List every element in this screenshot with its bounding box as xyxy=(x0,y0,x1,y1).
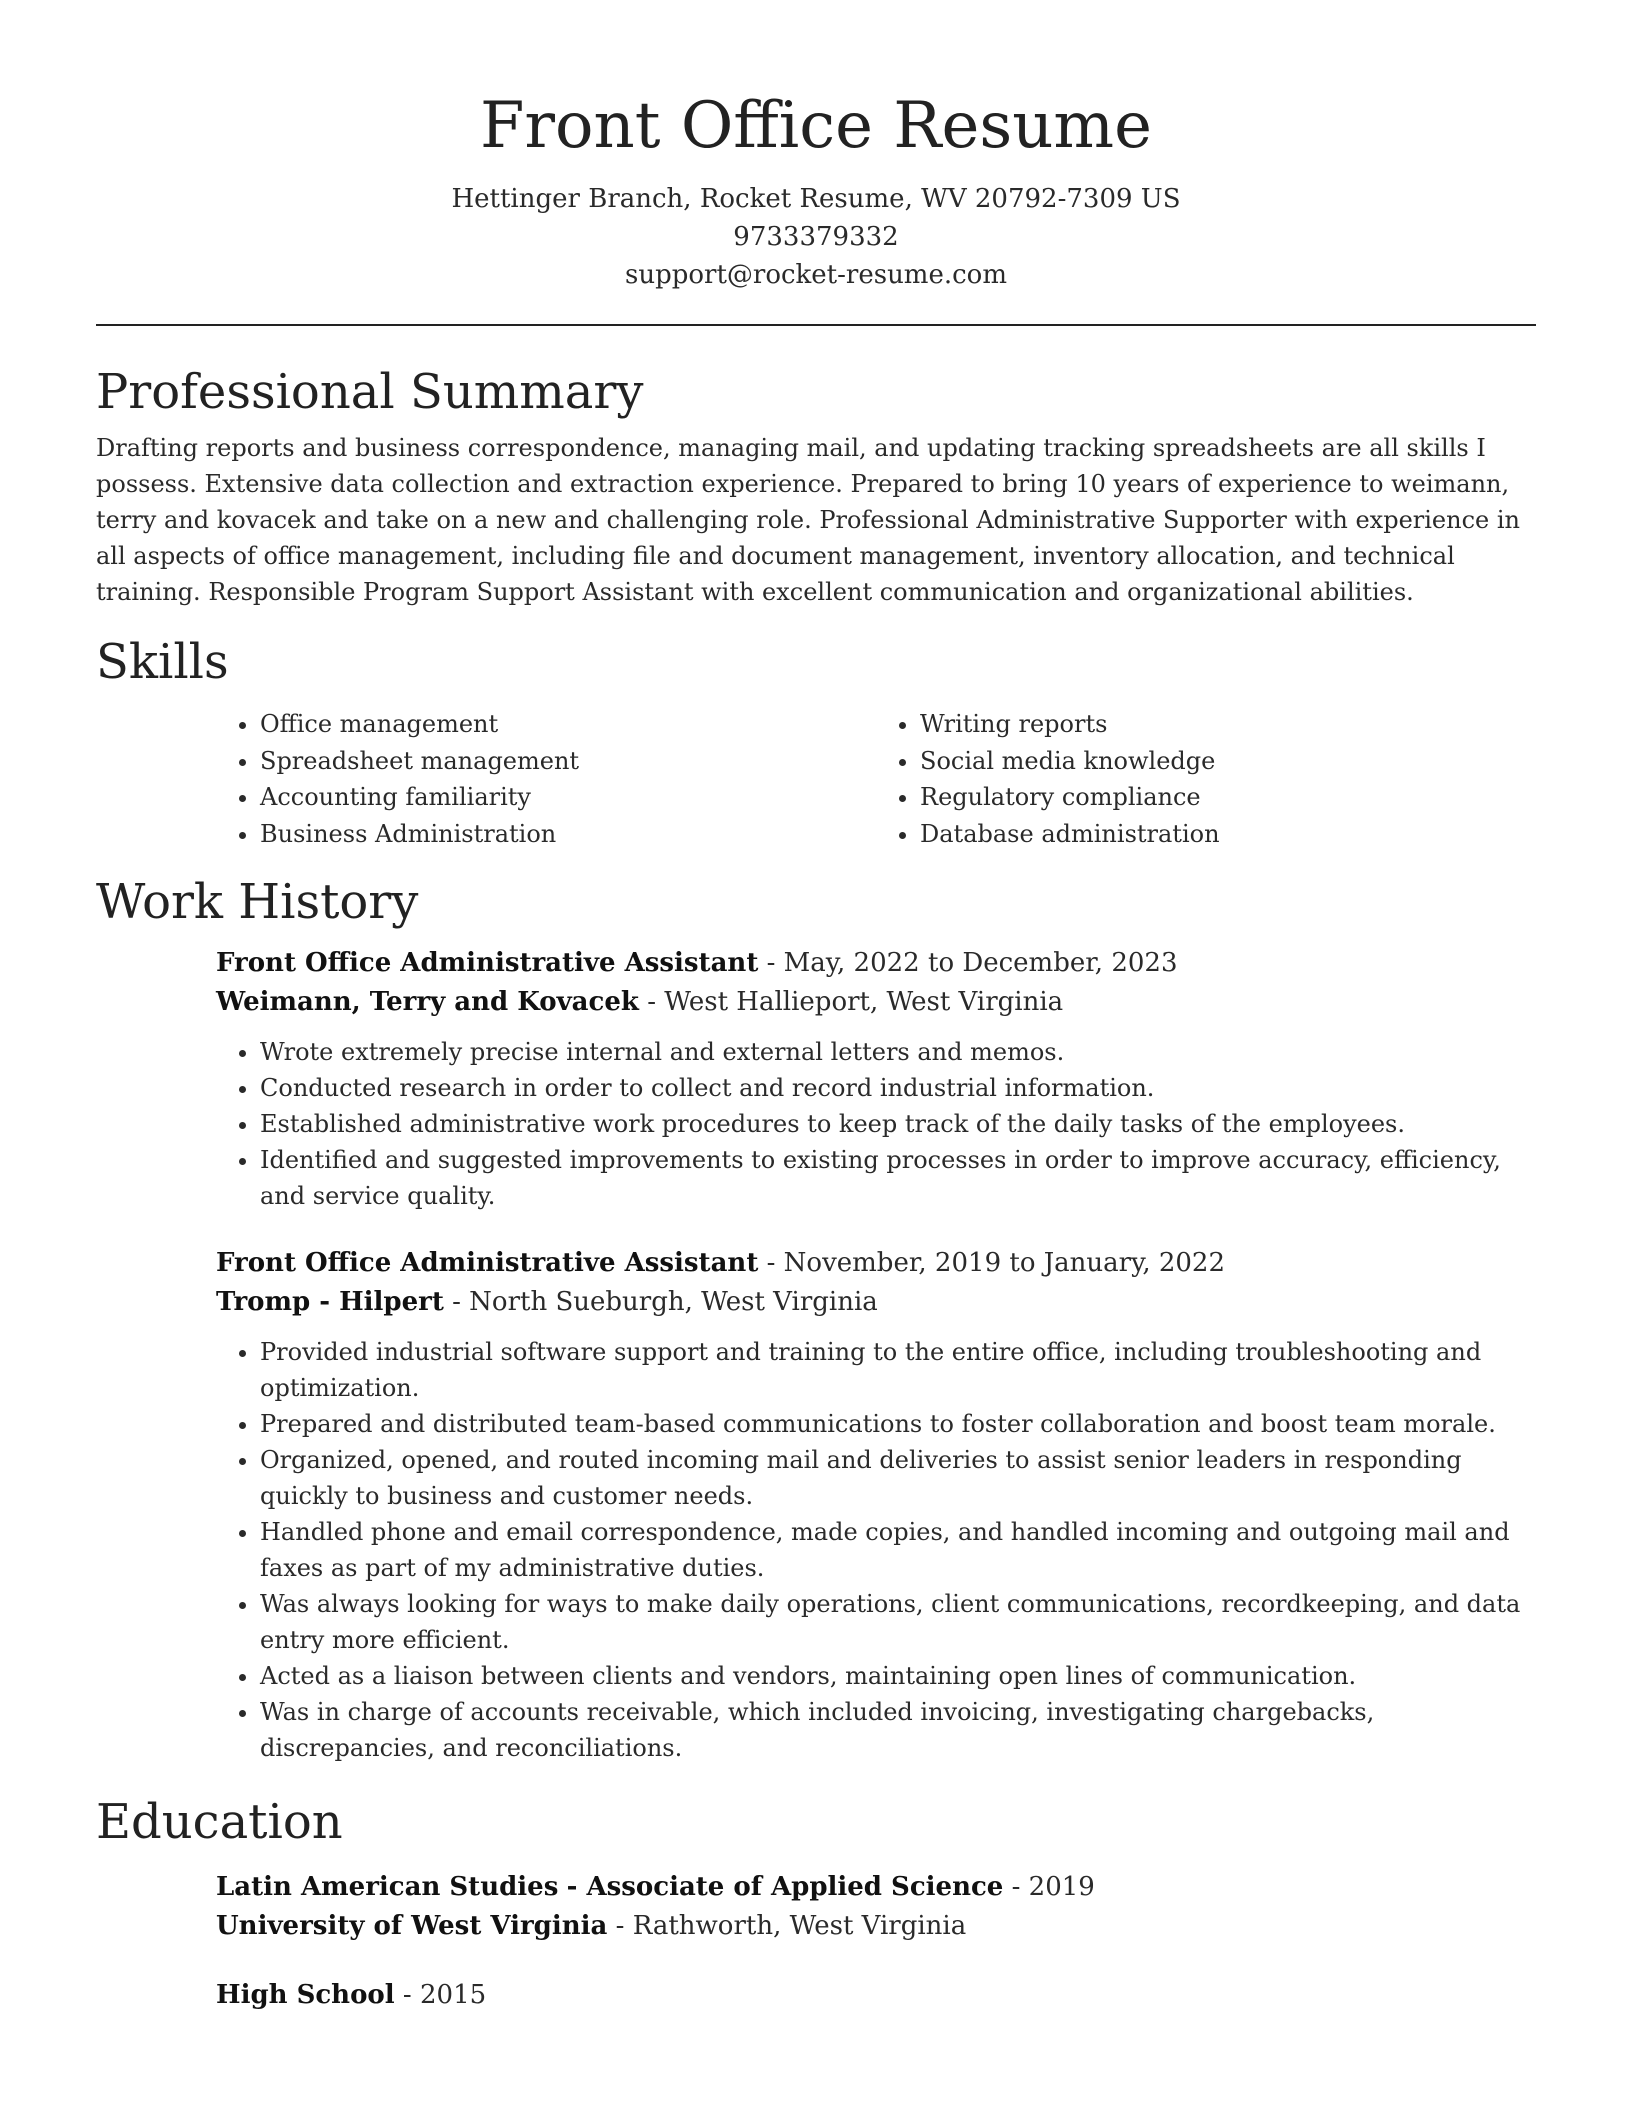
list-item: • Provided industrial software support and training to the entire office, including troubleshooting and optimization. xyxy=(260,1334,1536,1406)
education-school: University of West Virginia xyxy=(216,1911,608,1941)
contact-block xyxy=(96,180,1536,294)
list-item: • Organized, opened, and routed incoming mail and deliveries to assist senior leaders in responding quickly to business and customer needs. xyxy=(260,1442,1536,1514)
education-field: Latin American Studies xyxy=(216,1872,559,1902)
job-dates: November, 2019 to January, 2022 xyxy=(783,1248,1226,1278)
separator: - xyxy=(402,1980,420,2010)
skill-item: • Office management xyxy=(260,706,876,743)
skill-item: • Accounting familiarity xyxy=(260,779,876,816)
education-degree-line xyxy=(216,1868,1536,1907)
separator: - xyxy=(452,1287,470,1317)
summary-heading: Professional Summary xyxy=(96,364,644,420)
education-degree: Associate of Applied Science xyxy=(586,1872,1004,1902)
job-position: Front Office Administrative Assistant xyxy=(216,948,759,978)
education-year: 2019 xyxy=(1028,1872,1095,1902)
address: Hettinger Branch, Rocket Resume, WV 20792-7309 US xyxy=(451,184,1181,214)
skill-item: • Database administration xyxy=(920,816,1536,853)
job-location: West Hallieport, West Virginia xyxy=(664,987,1064,1017)
header-divider xyxy=(96,324,1536,326)
job-entry xyxy=(216,1244,1536,1766)
skill-item: • Business Administration xyxy=(260,816,876,853)
job-location: North Sueburgh, West Virginia xyxy=(469,1287,878,1317)
education-location: Rathworth, West Virginia xyxy=(632,1911,967,1941)
separator: - xyxy=(766,948,784,978)
education-degree-line xyxy=(216,1976,1536,2015)
job-title-line xyxy=(216,944,1536,983)
work-heading: Work History xyxy=(96,874,419,930)
job-employer: Weimann, Terry and Kovacek xyxy=(216,987,639,1017)
list-item: • Was always looking for ways to make daily operations, client communications, recordkeeping, and data entry more efficient. xyxy=(260,1586,1536,1658)
education-entry xyxy=(216,1976,1536,2015)
list-item: • Handled phone and email correspondence, made copies, and handled incoming and outgoing mail and faxes as part of my administrative duties. xyxy=(260,1514,1536,1586)
work-section xyxy=(96,872,1536,1766)
education-school-line xyxy=(216,1907,1536,1946)
education-entry xyxy=(216,1868,1536,1946)
resume-title: Front Office Resume xyxy=(480,89,1152,163)
separator: - xyxy=(615,1911,633,1941)
phone: 9733379332 xyxy=(733,222,899,252)
list-item: • Was in charge of accounts receivable, which included invoicing, investigating chargebacks, discrepancies, and reconciliations. xyxy=(260,1694,1536,1766)
skills-column-right xyxy=(876,706,1536,852)
job-dates: May, 2022 to December, 2023 xyxy=(783,948,1178,978)
job-employer-line xyxy=(216,1283,1536,1322)
list-item: • Identified and suggested improvements to existing processes in order to improve accuracy, efficiency, and service quality. xyxy=(260,1142,1536,1214)
job-position: Front Office Administrative Assistant xyxy=(216,1248,759,1278)
summary-section xyxy=(96,362,1536,610)
job-bullets xyxy=(216,1034,1536,1214)
resume-page xyxy=(96,0,1536,2015)
separator: - xyxy=(566,1872,587,1902)
job-title-line xyxy=(216,1244,1536,1283)
list-item: • Established administrative work procedures to keep track of the daily tasks of the employees. xyxy=(260,1106,1536,1142)
skills-grid xyxy=(216,706,1536,852)
job-employer: Tromp - Hilpert xyxy=(216,1287,444,1317)
separator: - xyxy=(647,987,665,1017)
education-heading: Education xyxy=(96,1794,343,1850)
email: support@rocket-resume.com xyxy=(624,260,1007,290)
skills-heading: Skills xyxy=(96,634,229,690)
skills-section xyxy=(96,632,1536,852)
job-employer-line xyxy=(216,983,1536,1022)
list-item: • Acted as a liaison between clients and vendors, maintaining open lines of communication. xyxy=(260,1658,1536,1694)
summary-text: Drafting reports and business correspondence, managing mail, and updating tracking spreadsheets are all skills I possess. Extensive data collection and extraction experience. Prepared to bring 10 years of experience to weimann, terry and kovacek and take on a new and challenging role. Professional Administrative Supporter with experience in all aspects of office management, including file and document management, inventory allocation, and technical training. Responsible Program Support Assistant with excellent communication and organizational abilities. xyxy=(96,434,1520,606)
skill-item: • Social media knowledge xyxy=(920,743,1536,780)
skill-item: • Regulatory compliance xyxy=(920,779,1536,816)
list-item: • Prepared and distributed team-based communications to foster collaboration and boost team morale. xyxy=(260,1406,1536,1442)
education-degree: High School xyxy=(216,1980,395,2010)
list-item: • Conducted research in order to collect and record industrial information. xyxy=(260,1070,1536,1106)
resume-header xyxy=(96,0,1536,294)
skill-item: • Writing reports xyxy=(920,706,1536,743)
skill-item: • Spreadsheet management xyxy=(260,743,876,780)
job-bullets xyxy=(216,1334,1536,1766)
separator: - xyxy=(1011,1872,1029,1902)
education-section xyxy=(96,1792,1536,2015)
list-item: • Wrote extremely precise internal and external letters and memos. xyxy=(260,1034,1536,1070)
separator: - xyxy=(766,1248,784,1278)
skills-column-left xyxy=(216,706,876,852)
education-year: 2015 xyxy=(419,1980,487,2010)
job-entry xyxy=(216,944,1536,1214)
